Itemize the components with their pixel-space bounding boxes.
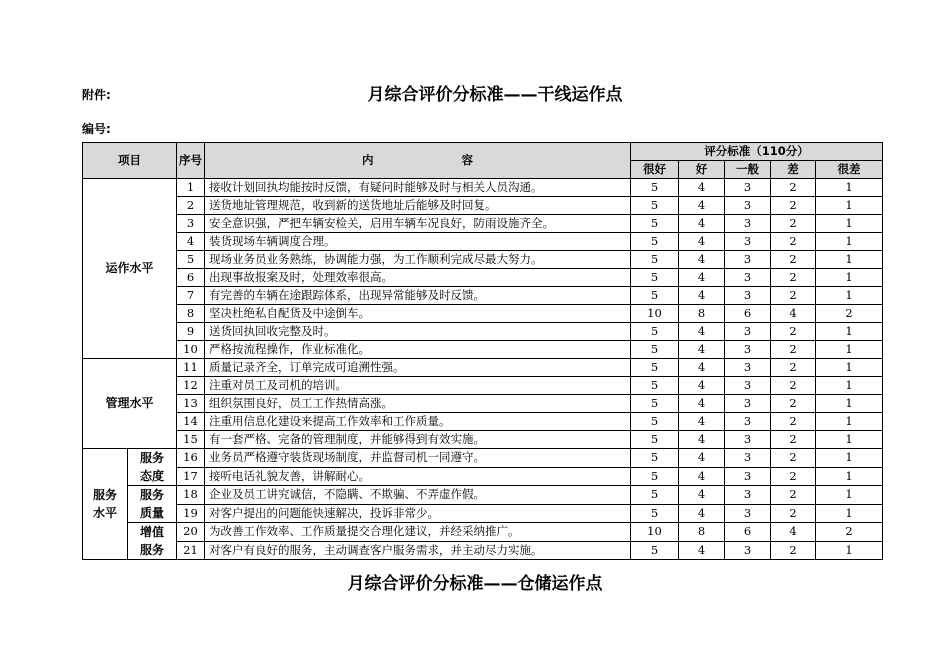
score-cell: 1: [816, 215, 883, 233]
score-cell: 1: [816, 486, 883, 505]
score-cell: 1: [816, 504, 883, 523]
score-cell: 1: [816, 233, 883, 251]
score-cell: 8: [679, 305, 725, 323]
seq-cell: 17: [177, 467, 205, 486]
score-cell: 2: [771, 413, 816, 431]
seq-cell: 9: [177, 323, 205, 341]
table-row: [83, 431, 883, 449]
score-cell: 2: [771, 541, 816, 560]
score-cell: 3: [725, 251, 771, 269]
score-cell: 3: [725, 413, 771, 431]
score-cell: 2: [771, 179, 816, 197]
score-cell: 3: [725, 215, 771, 233]
table-row: [83, 449, 883, 468]
score-cell: 4: [679, 541, 725, 560]
score-cell: 2: [771, 233, 816, 251]
subcategory-cell: [128, 449, 177, 486]
content-cell: 接听电话礼貌友善，讲解耐心。: [205, 467, 631, 486]
seq-cell: 15: [177, 431, 205, 449]
score-cell: 4: [679, 449, 725, 468]
table-row: [83, 413, 883, 431]
table-row: [83, 486, 883, 505]
evaluation-table: [82, 142, 883, 560]
score-cell: 4: [679, 341, 725, 359]
score-cell: 1: [816, 395, 883, 413]
level-good: 好: [679, 161, 725, 179]
score-cell: 3: [725, 486, 771, 505]
score-cell: 5: [631, 504, 679, 523]
content-cell: 组织氛围良好，员工工作热情高涨。: [205, 395, 631, 413]
score-cell: 1: [816, 541, 883, 560]
content-cell: 坚决杜绝私自配货及中途倒车。: [205, 305, 631, 323]
score-cell: 5: [631, 449, 679, 468]
score-cell: 3: [725, 179, 771, 197]
score-cell: 3: [725, 395, 771, 413]
seq-cell: 5: [177, 251, 205, 269]
score-cell: 6: [725, 523, 771, 542]
score-cell: 1: [816, 197, 883, 215]
score-cell: 1: [816, 269, 883, 287]
score-cell: 5: [631, 486, 679, 505]
score-cell: 4: [679, 215, 725, 233]
score-cell: 1: [816, 179, 883, 197]
seq-cell: 10: [177, 341, 205, 359]
score-cell: 4: [679, 233, 725, 251]
category-cell: [83, 449, 128, 560]
score-cell: 5: [631, 197, 679, 215]
seq-cell: 14: [177, 413, 205, 431]
score-cell: 2: [771, 287, 816, 305]
score-cell: 10: [631, 305, 679, 323]
score-cell: 3: [725, 233, 771, 251]
seq-cell: 6: [177, 269, 205, 287]
score-cell: 10: [631, 523, 679, 542]
score-cell: 4: [679, 359, 725, 377]
score-cell: 3: [725, 377, 771, 395]
score-cell: 3: [725, 197, 771, 215]
content-cell: 注重对员工及司机的培训。: [205, 377, 631, 395]
category-cell: 管理水平: [83, 359, 177, 449]
table-row: [83, 523, 883, 542]
category-cell: 运作水平: [83, 179, 177, 359]
level-poor: 差: [771, 161, 816, 179]
score-cell: 2: [771, 377, 816, 395]
score-cell: 4: [679, 269, 725, 287]
score-cell: 5: [631, 215, 679, 233]
score-cell: 3: [725, 449, 771, 468]
table-row: [83, 305, 883, 323]
score-cell: 2: [771, 269, 816, 287]
score-cell: 1: [816, 341, 883, 359]
score-cell: 4: [679, 467, 725, 486]
score-cell: 4: [679, 251, 725, 269]
score-cell: 4: [679, 197, 725, 215]
score-cell: 2: [771, 215, 816, 233]
score-cell: 1: [816, 413, 883, 431]
content-cell: 送货地址管理规范，收到新的送货地址后能够及时回复。: [205, 197, 631, 215]
seq-cell: 4: [177, 233, 205, 251]
scoring-header: 评分标准（110分）: [631, 143, 883, 161]
score-cell: 3: [725, 287, 771, 305]
score-cell: 3: [725, 467, 771, 486]
score-cell: 4: [679, 504, 725, 523]
table-row: [83, 395, 883, 413]
score-cell: 2: [816, 305, 883, 323]
score-cell: 2: [771, 197, 816, 215]
score-cell: 2: [771, 251, 816, 269]
score-cell: 2: [771, 359, 816, 377]
score-cell: 5: [631, 541, 679, 560]
score-cell: 4: [679, 413, 725, 431]
score-cell: 4: [679, 323, 725, 341]
score-cell: 5: [631, 179, 679, 197]
score-cell: 3: [725, 341, 771, 359]
level-average: 一般: [725, 161, 771, 179]
table-row: [83, 269, 883, 287]
score-cell: 1: [816, 377, 883, 395]
table-row: [83, 341, 883, 359]
score-cell: 3: [725, 541, 771, 560]
attachment-label: 附件:: [82, 88, 111, 102]
content-cell: 业务员严格遵守装货现场制度，并监督司机一同遵守。: [205, 449, 631, 468]
level-very-poor: 很差: [816, 161, 883, 179]
score-cell: 5: [631, 323, 679, 341]
score-cell: 4: [771, 305, 816, 323]
seq-cell: 18: [177, 486, 205, 505]
level-very-good: 很好: [631, 161, 679, 179]
score-cell: 1: [816, 467, 883, 486]
table-row: [83, 323, 883, 341]
score-cell: 1: [816, 431, 883, 449]
seq-cell: 11: [177, 359, 205, 377]
score-cell: 2: [771, 395, 816, 413]
score-cell: 3: [725, 359, 771, 377]
score-cell: 1: [816, 287, 883, 305]
item-header: 项目: [83, 143, 177, 179]
score-cell: 5: [631, 359, 679, 377]
seq-cell: 19: [177, 504, 205, 523]
table-row: [83, 504, 883, 523]
content-cell: 企业及员工讲究诚信，不隐瞒、不欺骗、不弄虚作假。: [205, 486, 631, 505]
table-row: [83, 541, 883, 560]
score-cell: 4: [771, 523, 816, 542]
score-cell: 4: [679, 179, 725, 197]
score-cell: 5: [631, 269, 679, 287]
content-cell: 安全意识强，严把车辆安检关，启用车辆车况良好，防雨设施齐全。: [205, 215, 631, 233]
seq-header: 序号: [177, 143, 205, 179]
content-cell: 接收计划回执均能按时反馈，有疑问时能够及时与相关人员沟通。: [205, 179, 631, 197]
score-cell: 4: [679, 486, 725, 505]
score-cell: 1: [816, 323, 883, 341]
seq-cell: 21: [177, 541, 205, 560]
category-label: 服务水平: [92, 488, 117, 520]
score-cell: 2: [771, 486, 816, 505]
table-row: [83, 179, 883, 197]
content-cell: 现场业务员业务熟练，协调能力强，为工作顺利完成尽最大努力。: [205, 251, 631, 269]
seq-cell: 13: [177, 395, 205, 413]
seq-cell: 3: [177, 215, 205, 233]
score-cell: 5: [631, 251, 679, 269]
second-title: 月综合评价分标准——仓储运作点: [347, 574, 603, 594]
header-row-1: [83, 143, 883, 161]
table-row: [83, 359, 883, 377]
content-cell: 质量记录齐全，订单完成可追溯性强。: [205, 359, 631, 377]
score-cell: 6: [725, 305, 771, 323]
score-cell: 2: [771, 467, 816, 486]
score-cell: 5: [631, 287, 679, 305]
score-cell: 5: [631, 377, 679, 395]
score-cell: 2: [771, 431, 816, 449]
table-row: [83, 233, 883, 251]
content-cell: 对客户提出的问题能快速解决，投诉非常少。: [205, 504, 631, 523]
content-cell: 有一套严格、完备的管理制度，并能够得到有效实施。: [205, 431, 631, 449]
score-cell: 3: [725, 323, 771, 341]
score-cell: 3: [725, 431, 771, 449]
table-row: [83, 287, 883, 305]
score-cell: 2: [771, 449, 816, 468]
score-cell: 1: [816, 251, 883, 269]
score-cell: 5: [631, 395, 679, 413]
subcategory-label: 服务态度: [139, 451, 164, 483]
content-cell: 严格按流程操作，作业标准化。: [205, 341, 631, 359]
seq-cell: 16: [177, 449, 205, 468]
seq-cell: 12: [177, 377, 205, 395]
table-row: [83, 467, 883, 486]
subcategory-cell: [128, 523, 177, 560]
content-cell: 送货回执回收完整及时。: [205, 323, 631, 341]
table-row: [83, 251, 883, 269]
score-cell: 3: [725, 269, 771, 287]
seq-cell: 1: [177, 179, 205, 197]
number-label: 编号:: [82, 122, 111, 136]
table-row: [83, 197, 883, 215]
seq-cell: 2: [177, 197, 205, 215]
subcategory-label: 增值服务: [139, 525, 164, 557]
document-title: 月综合评价分标准——干线运作点: [367, 85, 623, 105]
score-cell: 5: [631, 413, 679, 431]
content-cell: 为改善工作效率、工作质量提交合理化建议，并经采纳推广。: [205, 523, 631, 542]
content-cell: 对客户有良好的服务，主动调查客户服务需求，并主动尽力实施。: [205, 541, 631, 560]
seq-cell: 20: [177, 523, 205, 542]
subcategory-cell: [128, 486, 177, 523]
seq-cell: 8: [177, 305, 205, 323]
content-cell: 注重用信息化建设来提高工作效率和工作质量。: [205, 413, 631, 431]
score-cell: 2: [771, 504, 816, 523]
score-cell: 2: [771, 323, 816, 341]
content-cell: 有完善的车辆在途跟踪体系，出现异常能够及时反馈。: [205, 287, 631, 305]
score-cell: 4: [679, 431, 725, 449]
score-cell: 1: [816, 449, 883, 468]
score-cell: 4: [679, 287, 725, 305]
content-header: 内 容: [205, 143, 631, 179]
content-cell: 装货现场车辆调度合理。: [205, 233, 631, 251]
score-cell: 4: [679, 395, 725, 413]
score-cell: 8: [679, 523, 725, 542]
score-cell: 2: [771, 341, 816, 359]
table-row: [83, 377, 883, 395]
score-cell: 4: [679, 377, 725, 395]
score-cell: 5: [631, 233, 679, 251]
score-cell: 2: [816, 523, 883, 542]
score-cell: 1: [816, 359, 883, 377]
score-cell: 5: [631, 467, 679, 486]
content-cell: 出现事故报案及时，处理效率很高。: [205, 269, 631, 287]
subcategory-label: 服务质量: [139, 488, 164, 520]
seq-cell: 7: [177, 287, 205, 305]
score-cell: 3: [725, 504, 771, 523]
score-cell: 5: [631, 431, 679, 449]
score-cell: 5: [631, 341, 679, 359]
table-row: [83, 215, 883, 233]
